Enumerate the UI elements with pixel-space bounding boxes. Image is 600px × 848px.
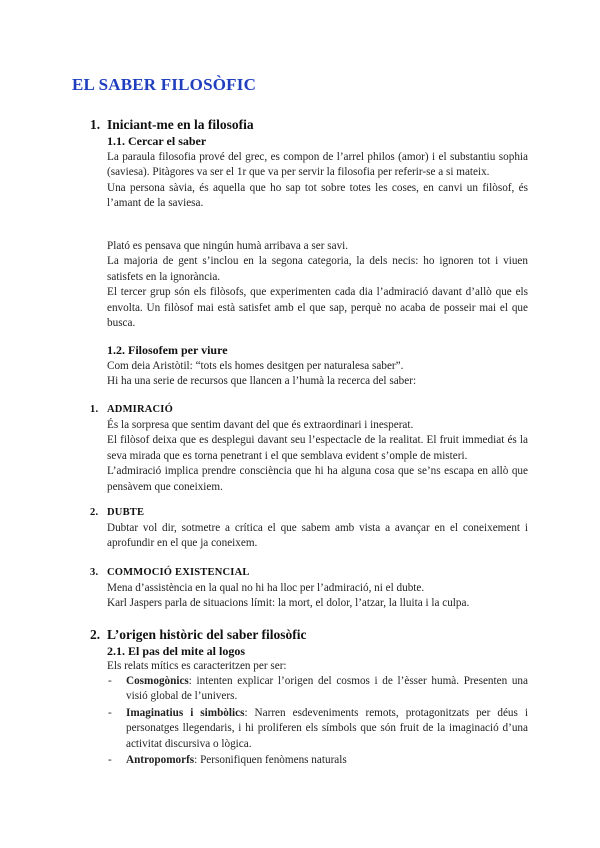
section-2-heading (90, 627, 307, 643)
dash-bullet: - (108, 706, 112, 719)
section-title: Iniciant-me en la filosofia (107, 117, 254, 132)
section-number: 1. (90, 117, 101, 132)
paragraph: Plató es pensava que ningún humà arribava a ser savi. (107, 240, 349, 252)
paragraph: La paraula filosofia prové del grec, es compon de l’arrel philos (amor) i el substantiu sophia (saviesa). Pitàgores va ser el 1r que va per servir la filosofia per referir-se a si mateix. (107, 151, 528, 179)
item-commocio-body (107, 581, 528, 612)
paragraph: Els relats mítics es caracteritzen per ser: (107, 660, 287, 672)
document-title: EL SABER FILOSÒFIC (72, 75, 257, 94)
section-number: 2. (90, 627, 101, 642)
item-title: COMMOCIÓ EXISTENCIAL (107, 567, 250, 578)
item-number: 1. (90, 404, 99, 415)
term-description: : intenten explicar l’origen del cosmos i de l’èsser humà. Presenten una visió global de l’univers. (126, 675, 528, 703)
paragraph: Com deia Aristòtil: “tots els homes desitgen per naturalesa saber”. (107, 360, 404, 372)
subsection-1-2-heading: 1.2. Filosofem per viure (107, 343, 228, 357)
paragraph: La majoria de gent s’inclou en la segona categoria, la dels necis: ho ignoren tot i viuen satisfets en la ignorància. (107, 255, 528, 283)
subsection-1-1-body-2 (107, 239, 528, 331)
term-description: : Personifiquen fenòmens naturals (194, 754, 347, 767)
item-commocio-heading (90, 567, 250, 578)
term: Cosmogònics (126, 675, 189, 687)
term-description: : Narren esdeveniments remots, protagonitzats per déus i personatges llegendaris, i hi proliferen els símbols que són fruit de la imaginació d’una activitat discursiva o lògica. (126, 706, 528, 750)
list-item (108, 706, 528, 752)
paragraph: Mena d’assistència en la qual no hi ha lloc per l’admiració, ni el dubte. (107, 582, 425, 594)
item-dubte-body (107, 521, 528, 552)
subsection-1-2-body (107, 359, 528, 390)
section-1-heading (90, 117, 254, 133)
section-title: L’origen històric del saber filosòfic (107, 627, 307, 642)
paragraph: És la sorpresa que sentim davant del que és extraordinari i inesperat. (107, 419, 414, 431)
paragraph: Hi ha una serie de recursos que llancen a l’humà la recerca del saber: (107, 375, 417, 388)
paragraph: El filòsof deixa que es desplegui davant seu l’espectacle de la realitat. El fruit immediat és la seva mirada que es torna penetrant i el que semblava evident s’omple de misteri. (107, 434, 528, 462)
dash-bullet: - (108, 754, 112, 767)
subsection-2-1-intro (107, 659, 528, 674)
paragraph: L’admiració implica prendre consciència que hi ha alguna cosa que se’ns escapa en allò que pensàvem que coneixiem. (107, 465, 528, 493)
subsection-1-1-body (107, 150, 528, 212)
dash-bullet: - (108, 675, 112, 687)
item-number: 3. (90, 567, 99, 578)
term: Antropomorfs (126, 754, 195, 767)
item-dubte-heading (90, 507, 144, 518)
item-title: ADMIRACIÓ (107, 404, 173, 415)
paragraph: Karl Jaspers parla de situacions límit: la mort, el dolor, l’atzar, la lluita i la culpa. (107, 597, 470, 610)
term: Imaginatius i simbòlics (126, 706, 245, 719)
subsection-2-1-heading: 2.1. El pas del mite al logos (107, 644, 246, 658)
list-item (108, 753, 528, 768)
paragraph: El tercer grup són els filòsofs, que experimenten cada dia l’admiració davant d’allò que els envolta. Un filòsof mai està satisfet amb el que sap, perquè no acaba de posseir mai el que busca. (107, 286, 528, 330)
myth-characteristics-list (108, 674, 528, 769)
item-admiracio-body (107, 418, 528, 495)
paragraph: Dubtar vol dir, sotmetre a crítica el que sabem amb vista a avançar en el coneixement i aprofundir en el que ja coneixem. (107, 522, 528, 550)
item-number: 2. (90, 507, 99, 518)
item-title: DUBTE (107, 507, 145, 518)
paragraph: Una persona sàvia, és aquella que ho sap tot sobre totes les coses, en canvi un filòsof, és l’amant de la saviesa. (107, 181, 528, 210)
item-admiracio-heading (90, 404, 173, 415)
subsection-1-1-heading: 1.1. Cercar el saber (107, 134, 207, 148)
list-item (108, 674, 528, 705)
